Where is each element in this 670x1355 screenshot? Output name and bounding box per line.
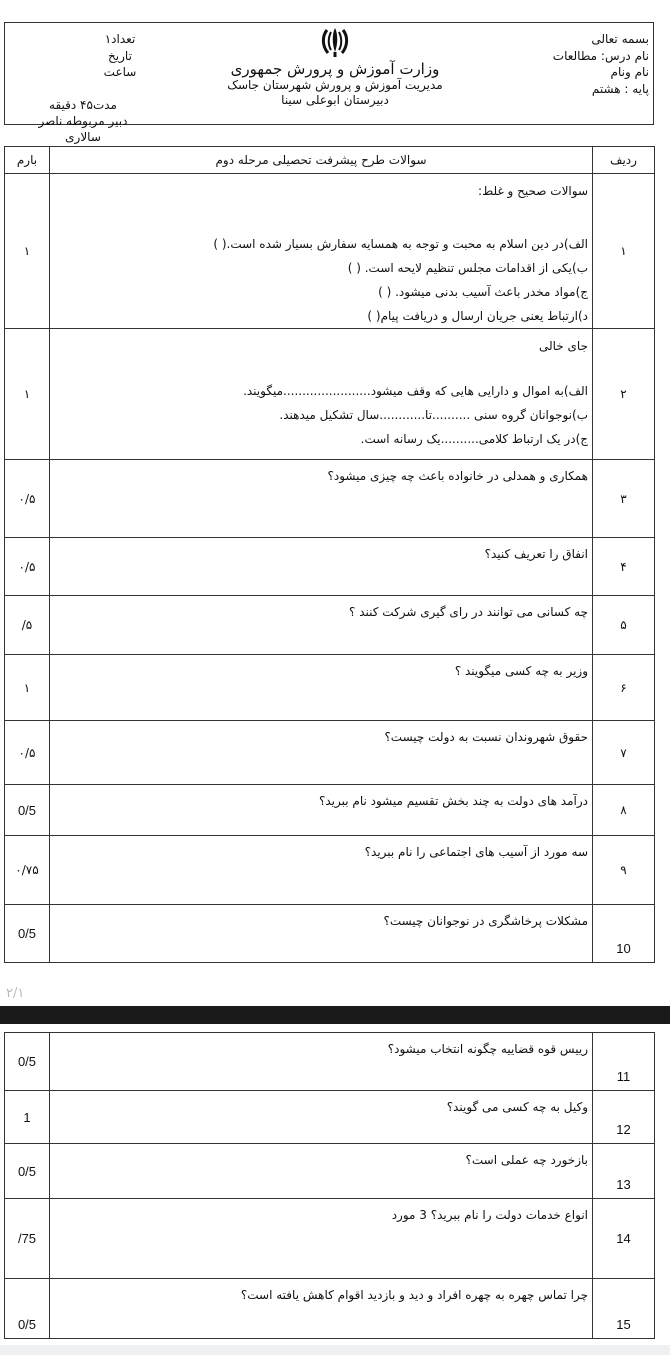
question-title: درآمد های دولت به چند بخش تقسیم میشود نام ببرید؟ — [318, 794, 588, 808]
table-row — [5, 1033, 655, 1091]
table-row — [5, 905, 655, 963]
question-score: /75 — [5, 1199, 50, 1279]
table-row — [5, 538, 655, 596]
header-name: نام ونام — [610, 65, 649, 79]
question-text — [50, 721, 593, 785]
question-score: 0/5 — [5, 905, 50, 963]
table-row — [5, 329, 655, 460]
table-row — [5, 1279, 655, 1339]
question-text — [50, 1144, 593, 1199]
header-grade: پایه : هشتم — [591, 81, 649, 96]
table-row — [5, 596, 655, 655]
question-score: /۵ — [5, 596, 50, 655]
question-line: د)ارتباط یعنی جریان ارسال و دریافت پیام( ) — [367, 309, 588, 323]
question-title: انفاق را تعریف کنید؟ — [484, 547, 588, 561]
question-title: مشکلات پرخاشگری در نوجوانان چیست؟ — [383, 914, 588, 928]
table-row — [5, 1199, 655, 1279]
question-text — [50, 1199, 593, 1279]
question-title: سوالات صحیح و غلط: — [478, 184, 588, 198]
question-score: ۱ — [5, 174, 50, 329]
question-number: ۳ — [593, 460, 655, 538]
num-header: ردیف — [593, 147, 655, 174]
header-school: دبیرستان ابوعلی سینا — [281, 93, 389, 107]
question-number: 14 — [593, 1199, 655, 1279]
exam-page-2 — [0, 1030, 670, 1355]
question-score: ۰/۵ — [5, 721, 50, 785]
header-ministry: وزارت آموزش و پرورش جمهوری — [230, 60, 440, 78]
header-duration: مدت۴۵ دقیقه — [49, 98, 117, 112]
question-title: وکیل به چه کسی می گویند؟ — [446, 1100, 588, 1114]
page-separator — [0, 1006, 670, 1024]
questions-table — [4, 146, 655, 963]
question-number: 10 — [593, 905, 655, 963]
exam-header — [4, 22, 654, 144]
header-left-bottom — [23, 97, 143, 145]
questions-table-page-2 — [4, 1032, 655, 1339]
question-score: ۰/۵ — [5, 460, 50, 538]
question-score: 1 — [5, 1091, 50, 1144]
question-number: 15 — [593, 1279, 655, 1339]
question-title: حقوق شهروندان نسبت به دولت چیست؟ — [384, 730, 588, 744]
table-row — [5, 1144, 655, 1199]
question-text — [50, 1033, 593, 1091]
title-header: سوالات طرح پیشرفت تحصیلی مرحله دوم — [50, 147, 593, 174]
header-subject: نام درس: مطالعات — [552, 48, 649, 63]
question-text — [50, 905, 593, 963]
page-number: ۲/۱ — [6, 986, 25, 1001]
question-score: ۰/۵ — [5, 538, 50, 596]
header-right-info — [553, 31, 649, 97]
header-management: مدیریت آموزش و پرورش شهرستان جاسک — [227, 78, 443, 92]
question-title: همکاری و همدلی در خانواده باعث چه چیزی میشود؟ — [327, 469, 588, 483]
table-row — [5, 655, 655, 721]
header-time: ساعت — [103, 65, 137, 79]
table-row — [5, 1091, 655, 1144]
question-number: 13 — [593, 1144, 655, 1199]
question-text — [50, 596, 593, 655]
header-teacher: دبیر مربوطه ناصر سالاری — [38, 114, 128, 144]
question-number: 11 — [593, 1033, 655, 1091]
score-header: بارم — [5, 147, 50, 174]
table-row — [5, 174, 655, 329]
question-score: ۱ — [5, 329, 50, 460]
question-line: الف)به اموال و دارایی هایی که وقف میشود.......................میگویند. — [243, 384, 588, 398]
question-text — [50, 460, 593, 538]
question-line: ب)یکی از اقدامات مجلس تنظیم لایحه است. ( ) — [347, 261, 588, 275]
question-text — [50, 329, 593, 460]
question-title: چرا تماس چهره به چهره افراد و دید و بازدید اقوام کاهش یافته است؟ — [240, 1288, 588, 1302]
question-number: ۵ — [593, 596, 655, 655]
header-bismillah: بسمه تعالی — [591, 32, 649, 46]
iran-emblem-icon — [318, 26, 352, 58]
question-title: چه کسانی می توانند در رای گیری شرکت کنند ؟ — [349, 605, 588, 619]
question-number: ۷ — [593, 721, 655, 785]
bottom-strip — [0, 1345, 670, 1355]
question-number: ۹ — [593, 836, 655, 905]
table-row — [5, 721, 655, 785]
question-line: ب)نوجوانان گروه سنی ..........تا............سال تشکیل میدهند. — [279, 408, 588, 422]
question-line: الف)در دین اسلام به محبت و توجه به همسایه سفارش بسیار شده است.( ) — [213, 237, 588, 251]
question-number: ۱ — [593, 174, 655, 329]
question-text — [50, 1279, 593, 1339]
question-title: رییس قوه قضاییه چگونه انتخاب میشود؟ — [387, 1042, 588, 1056]
table-row — [5, 836, 655, 905]
table-row — [5, 785, 655, 836]
question-number: ۲ — [593, 329, 655, 460]
question-score: 0/5 — [5, 785, 50, 836]
question-title: وزیر به چه کسی میگویند ؟ — [454, 664, 588, 678]
question-score: ۰/۷۵ — [5, 836, 50, 905]
table-row — [5, 460, 655, 538]
question-number: ۶ — [593, 655, 655, 721]
question-line: ج)در یک ارتباط کلامی..........یک رسانه است. — [360, 432, 588, 446]
question-title: سه مورد از آسیب های اجتماعی را نام ببرید؟ — [364, 845, 588, 859]
header-count: تعداد۱ — [104, 32, 136, 46]
question-text — [50, 785, 593, 836]
question-line: ج)مواد مخدر باعث آسیب بدنی میشود. ( ) — [378, 285, 588, 299]
question-title: جای خالی — [538, 339, 588, 353]
question-score: ۱ — [5, 655, 50, 721]
question-score: 0/5 — [5, 1144, 50, 1199]
question-title: بازخورد چه عملی است؟ — [465, 1153, 588, 1167]
question-text — [50, 836, 593, 905]
header-center — [215, 23, 455, 108]
question-text — [50, 655, 593, 721]
header-left-info — [65, 31, 175, 81]
question-text — [50, 538, 593, 596]
question-number: ۴ — [593, 538, 655, 596]
header-date: تاریخ — [108, 48, 132, 63]
question-text — [50, 174, 593, 329]
question-number: 12 — [593, 1091, 655, 1144]
table-header-row — [5, 147, 655, 174]
question-text — [50, 1091, 593, 1144]
question-title: انواع خدمات دولت را نام ببرید؟ 3 مورد — [391, 1208, 588, 1222]
question-number: ۸ — [593, 785, 655, 836]
question-score: 0/5 — [5, 1033, 50, 1091]
question-score: 0/5 — [5, 1279, 50, 1339]
